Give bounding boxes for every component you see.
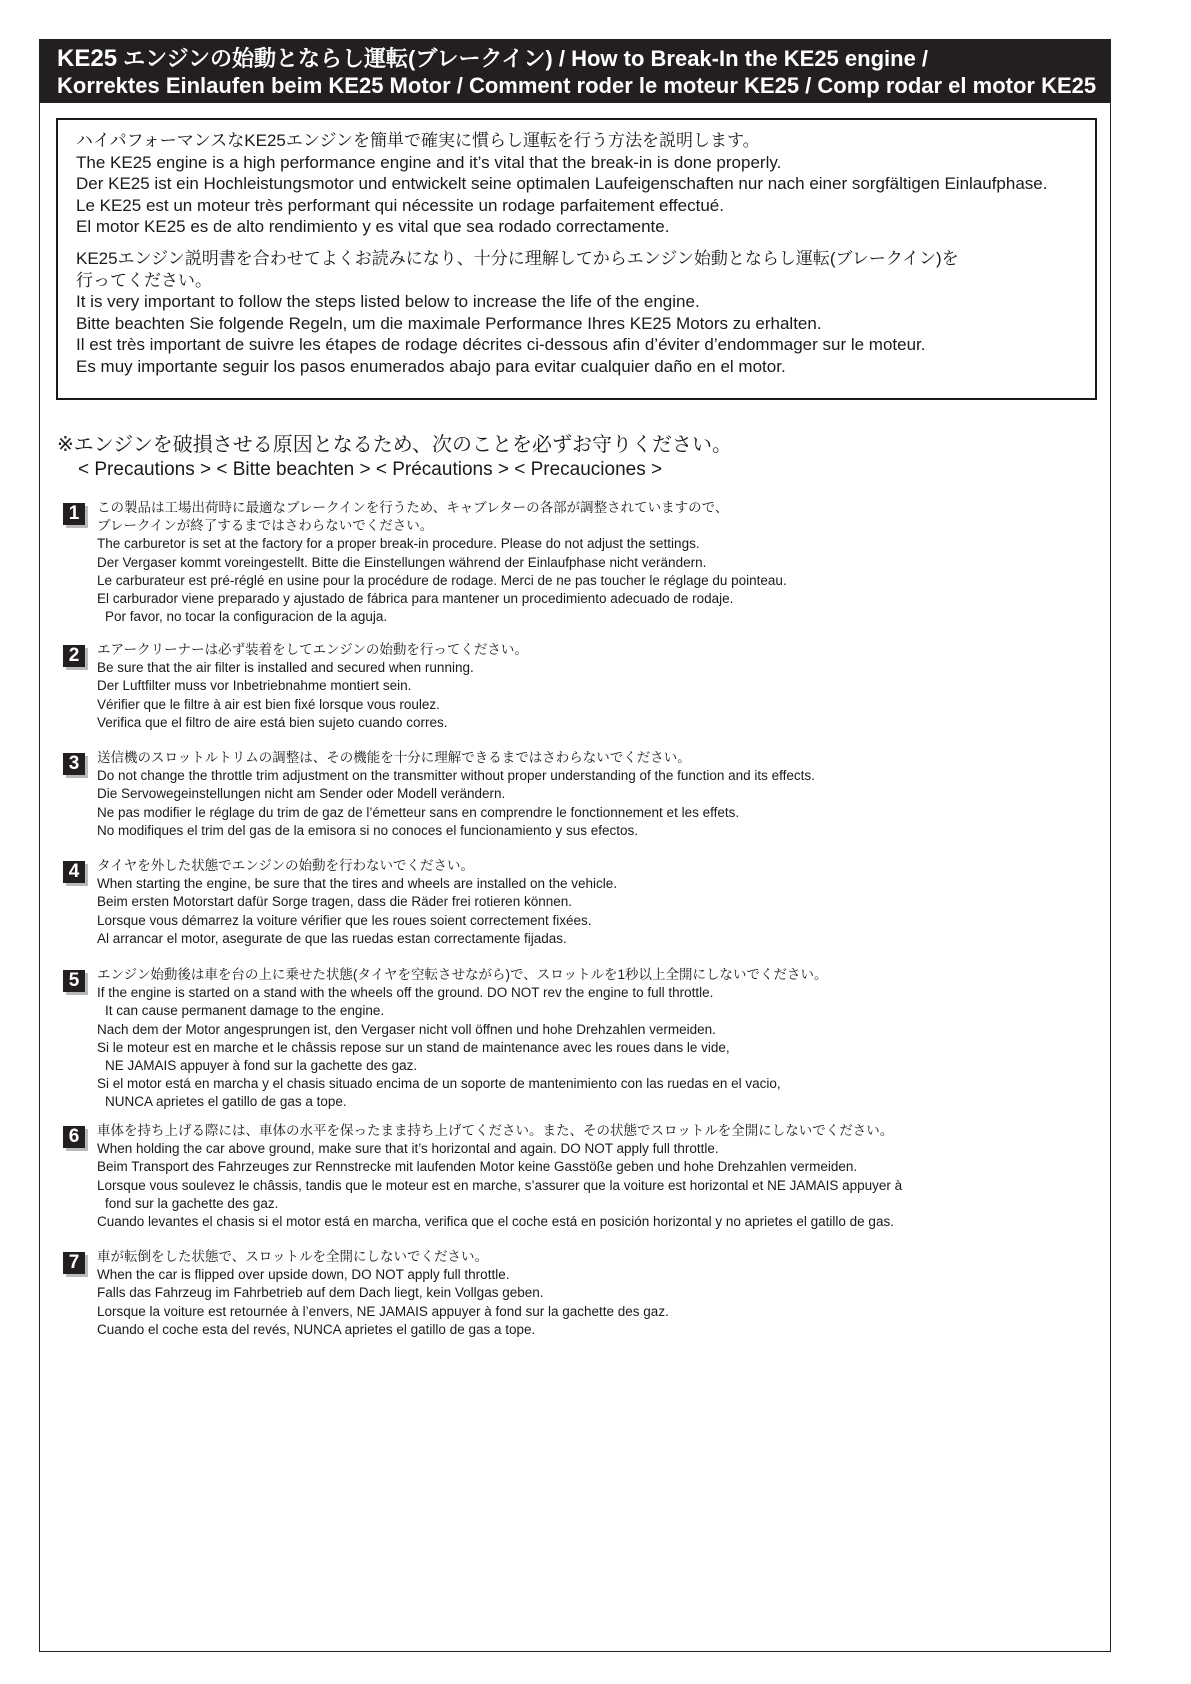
rule-line: 車体を持ち上げる際には、車体の水平を保ったまま持ち上げてください。また、その状態でスロットルを全開にしないでください。 <box>97 1123 894 1138</box>
rule-line: The carburetor is set at the factory for a proper break-in procedure. Please do not adjust the settings. <box>97 536 700 552</box>
rule-line: 送信機のスロットルトリムの調整は、その機能を十分に理解できるまではさわらないでください。 <box>97 750 691 765</box>
rule-line: Si el motor está en marcha y el chasis situado encima de un soporte de mantenimiento con las ruedas en el vacio, <box>97 1076 781 1092</box>
rule-line: Der Luftfilter muss vor Inbetriebnahme montiert sein. <box>97 678 412 694</box>
rule-line: Der Vergaser kommt voreingestellt. Bitte die Einstellungen während der Einlaufphase nicht verändern. <box>97 554 707 570</box>
intro-line: KE25エンジン説明書を合わせてよくお読みになり、十分に理解してからエンジン始動とならし運転(ブレークイン)を <box>76 248 959 268</box>
rule-number-badge: 5 <box>63 970 85 992</box>
rule-line: ブレークインが終了するまではさわらないでください。 <box>97 518 434 534</box>
precautions-subtitle: < Precautions > < Bitte beachten > < Précautions > < Precauciones > <box>78 459 663 480</box>
header-model: KE25 <box>57 45 118 72</box>
rule-line: Beim ersten Motorstart dafür Sorge tragen, dass die Räder frei rotieren können. <box>97 894 572 910</box>
rule-line: エンジン始動後は車を台の上に乗せた状態(タイヤを空転させながら)で、スロットルを1秒以上全開にしないでください。 <box>97 967 828 982</box>
header-title-line1 <box>57 45 1110 72</box>
rule-7-text <box>97 1248 669 1339</box>
rule-number-badge: 6 <box>63 1126 85 1148</box>
header-title-en: How to Break-In the KE25 engine / <box>571 46 929 71</box>
rule-line: Vérifier que le filtre à air est bien fixé lorsque vous roulez. <box>97 696 440 712</box>
rule-line: Lorsque vous démarrez la voiture vérifier que les roues soient correctement fixées. <box>97 912 592 928</box>
rule-line: Si le moteur est en marche et le châssis repose sur un stand de maintenance avec les roues dans le vide, <box>97 1039 730 1055</box>
intro-box <box>56 118 1097 400</box>
header-bar <box>40 40 1110 103</box>
rule-line: NE JAMAIS appuyer à fond sur la gachette des gaz. <box>105 1058 418 1074</box>
rule-3-text <box>97 749 815 840</box>
intro-line: ハイパフォーマンスなKE25エンジンを簡単で確実に慣らし運転を行う方法を説明します。 <box>76 131 760 150</box>
rule-line: No modifiques el trim del gas de la emisora si no conoces el funcionamiento y sus efectos. <box>97 822 639 838</box>
intro-line: Der KE25 ist ein Hochleistungsmotor und entwickelt seine optimalen Laufeigenschaften nur nach einer sorgfältigen Einlaufphase. <box>76 174 1048 194</box>
rule-line: When holding the car above ground, make sure that it’s horizontal and again. DO NOT apply full throttle. <box>97 1141 719 1157</box>
rule-line: Ne pas modifier le réglage du trim de gaz de l’émetteur sans en comprendre le fonctionnement et les effets. <box>97 804 740 820</box>
rule-6-text <box>97 1122 902 1231</box>
rule-5-text <box>97 966 828 1112</box>
rule-line: NUNCA aprietes el gatillo de gas a tope. <box>105 1094 347 1110</box>
intro-group-2 <box>76 248 1095 378</box>
intro-line: 行ってください。 <box>76 270 212 290</box>
rule-line: Cuando levantes el chasis si el motor está en marcha, verifica que el coche está en posición horizontal y no aprietes el gatillo de gas. <box>97 1214 894 1230</box>
rule-line: When the car is flipped over upside down, DO NOT apply full throttle. <box>97 1267 510 1283</box>
rule-number-badge: 3 <box>63 753 85 775</box>
intro-group-1 <box>76 130 1095 238</box>
rule-line: この製品は工場出荷時に最適なブレークインを行うため、キャブレターの各部が調整されていますので、 <box>97 500 729 515</box>
intro-line: Il est très important de suivre les étapes de rodage décrites ci-dessous afin d’éviter d’endommager sur le moteur. <box>76 335 926 355</box>
rule-number-badge: 1 <box>63 503 85 525</box>
rule-1-text <box>97 499 787 626</box>
rule-line: Falls das Fahrzeug im Fahrbetrieb auf dem Dach liegt, kein Vollgas geben. <box>97 1285 544 1301</box>
rule-line: Die Servowegeinstellungen nicht am Sender oder Modell verändern. <box>97 786 506 802</box>
rule-line: エアークリーナーは必ず装着をしてエンジンの始動を行ってください。 <box>97 642 528 657</box>
rule-2-text <box>97 641 528 732</box>
rule-line: Lorsque vous soulevez le châssis, tandis que le moteur est en marche, s’assurer que la voiture est horizontal et NE JAMAIS appuyer à <box>97 1177 903 1193</box>
rule-line: Lorsque la voiture est retournée à l’envers, NE JAMAIS appuyer à fond sur la gachette des gaz. <box>97 1303 669 1319</box>
rule-number-badge: 2 <box>63 645 85 667</box>
rule-line: If the engine is started on a stand with the wheels off the ground. DO NOT rev the engine to full throttle. <box>97 985 714 1001</box>
rule-line: fond sur la gachette des gaz. <box>105 1195 279 1211</box>
rule-line: Al arrancar el motor, asegurate de que las ruedas estan correctamente fijadas. <box>97 930 567 946</box>
intro-line: Es muy importante seguir los pasos enumerados abajo para evitar cualquier daño en el motor. <box>76 356 786 376</box>
rule-line: Le carburateur est pré-réglé en usine pour la procédure de rodage. Merci de ne pas toucher le réglage du pointeau. <box>97 572 787 588</box>
rule-line: Por favor, no tocar la configuracion de la aguja. <box>105 609 388 625</box>
intro-line: Bitte beachten Sie folgende Regeln, um die maximale Performance Ihres KE25 Motors zu erhalten. <box>76 313 822 333</box>
rule-line: タイヤを外した状態でエンジンの始動を行わないでください。 <box>97 858 475 873</box>
rule-line: Verifica que el filtro de aire está bien sujeto cuando corres. <box>97 714 448 730</box>
rule-line: Cuando el coche esta del revés, NUNCA aprietes el gatillo de gas a tope. <box>97 1321 536 1337</box>
intro-line: It is very important to follow the steps listed below to increase the life of the engine. <box>76 292 700 312</box>
intro-line: The KE25 engine is a high performance engine and it’s vital that the break-in is done properly. <box>76 152 782 172</box>
header-title-line2: Korrektes Einlaufen beim KE25 Motor / Comment roder le moteur KE25 / Comp rodar el motor KE25 <box>57 73 1097 98</box>
rule-line: Beim Transport des Fahrzeuges zur Rennstrecke mit laufenden Motor keine Gasstöße geben und hohe Drehzahlen vermeiden. <box>97 1159 858 1175</box>
rule-line: El carburador viene preparado y ajustado de fábrica para mantener un procedimiento adecuado de rodaje. <box>97 591 734 607</box>
rule-line: Be sure that the air filter is installed and secured when running. <box>97 660 474 676</box>
rule-number-badge: 7 <box>63 1252 85 1274</box>
rule-line: Do not change the throttle trim adjustment on the transmitter without proper understanding of the function and its effects. <box>97 768 815 784</box>
intro-line: El motor KE25 es de alto rendimiento y es vital que sea rodado correctamente. <box>76 217 670 237</box>
rule-number-badge: 4 <box>63 861 85 883</box>
precautions-title: ※エンジンを破損させる原因となるため、次のことを必ずお守りください。 <box>57 434 732 456</box>
rule-line: It can cause permanent damage to the engine. <box>105 1003 385 1019</box>
rule-line: Nach dem der Motor angesprungen ist, den Vergaser nicht voll öffnen und hohe Drehzahlen vermeiden. <box>97 1021 716 1037</box>
intro-line: Le KE25 est un moteur très performant qui nécessite un rodage parfaitement effectué. <box>76 195 724 215</box>
rule-line: 車が転倒をした状態で、スロットルを全開にしないでください。 <box>97 1249 488 1264</box>
header-title-jp: エンジンの始動とならし運転(ブレークイン) / <box>117 46 572 71</box>
rule-line: When starting the engine, be sure that the tires and wheels are installed on the vehicle. <box>97 876 618 892</box>
rule-4-text <box>97 857 617 948</box>
